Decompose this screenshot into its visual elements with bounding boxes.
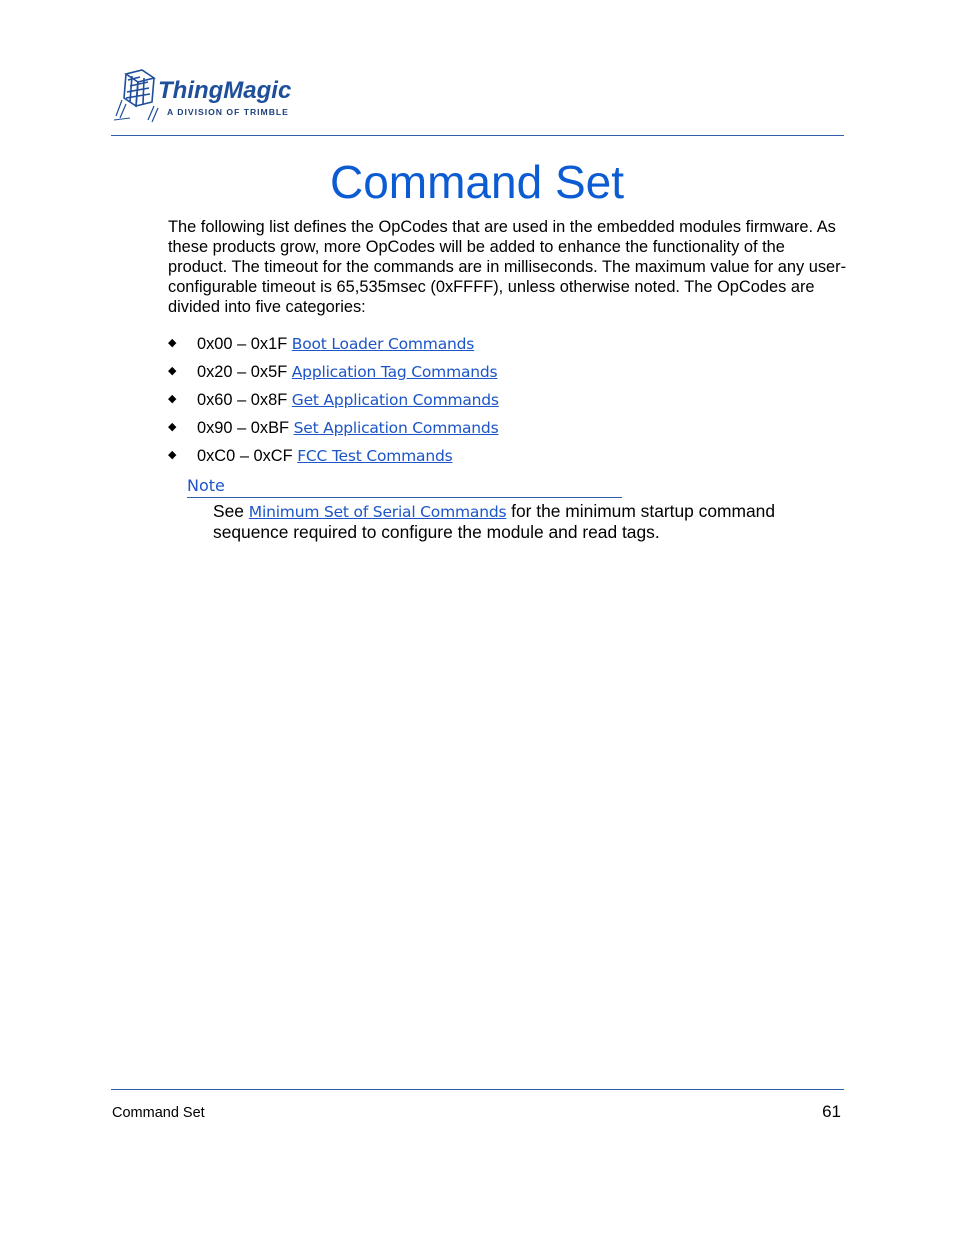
opcode-range: 0xC0 – 0xCF	[197, 447, 293, 465]
logo-brand-text: ThingMagic	[158, 77, 292, 104]
intro-paragraph: The following list defines the OpCodes that are used in the embedded modules firmware. As these products grow, more OpCodes will be added to enhance the functionality of the product. The timeout for the commands are in milliseconds. The maximum value for any user-configurable timeout is 65,535msec (0xFFFF), unless otherwise noted. The OpCodes are divided into five categories:	[168, 218, 847, 316]
logo-tagline-text: A DIVISION OF TRIMBLE	[167, 107, 289, 117]
list-item	[168, 334, 499, 362]
list-item	[168, 418, 499, 446]
header-divider	[111, 135, 844, 136]
note-prefix: See	[213, 501, 244, 521]
diamond-bullet-icon: ◆	[168, 393, 177, 405]
note-suffix: for the minimum startup command sequence required to configure the module and read tags.	[213, 501, 776, 542]
thingmagic-logo	[112, 68, 312, 124]
footer-divider	[111, 1089, 844, 1090]
list-item	[168, 446, 499, 474]
application-tag-commands-link[interactable]: Application Tag Commands	[291, 363, 498, 381]
page-number: 61	[822, 1102, 841, 1121]
logo-cube-icon	[112, 68, 312, 124]
opcode-category-list	[168, 334, 499, 474]
diamond-bullet-icon: ◆	[168, 365, 177, 377]
list-item	[168, 362, 499, 390]
diamond-bullet-icon: ◆	[168, 421, 177, 433]
note-heading: Note	[187, 476, 622, 498]
boot-loader-commands-link[interactable]: Boot Loader Commands	[291, 335, 475, 353]
fcc-test-commands-link[interactable]: FCC Test Commands	[297, 447, 453, 465]
diamond-bullet-icon: ◆	[168, 337, 177, 349]
page-title: Command Set	[329, 156, 624, 208]
set-application-commands-link[interactable]: Set Application Commands	[293, 419, 499, 437]
opcode-range: 0x20 – 0x5F	[197, 363, 288, 381]
minimum-serial-commands-link[interactable]: Minimum Set of Serial Commands	[248, 503, 507, 521]
note-body	[213, 501, 833, 542]
diamond-bullet-icon: ◆	[168, 449, 177, 461]
footer-section-title: Command Set	[112, 1105, 205, 1121]
opcode-range: 0x60 – 0x8F	[197, 391, 288, 409]
opcode-range: 0x00 – 0x1F	[197, 335, 288, 353]
list-item	[168, 390, 499, 418]
get-application-commands-link[interactable]: Get Application Commands	[291, 391, 499, 409]
opcode-range: 0x90 – 0xBF	[197, 419, 290, 437]
